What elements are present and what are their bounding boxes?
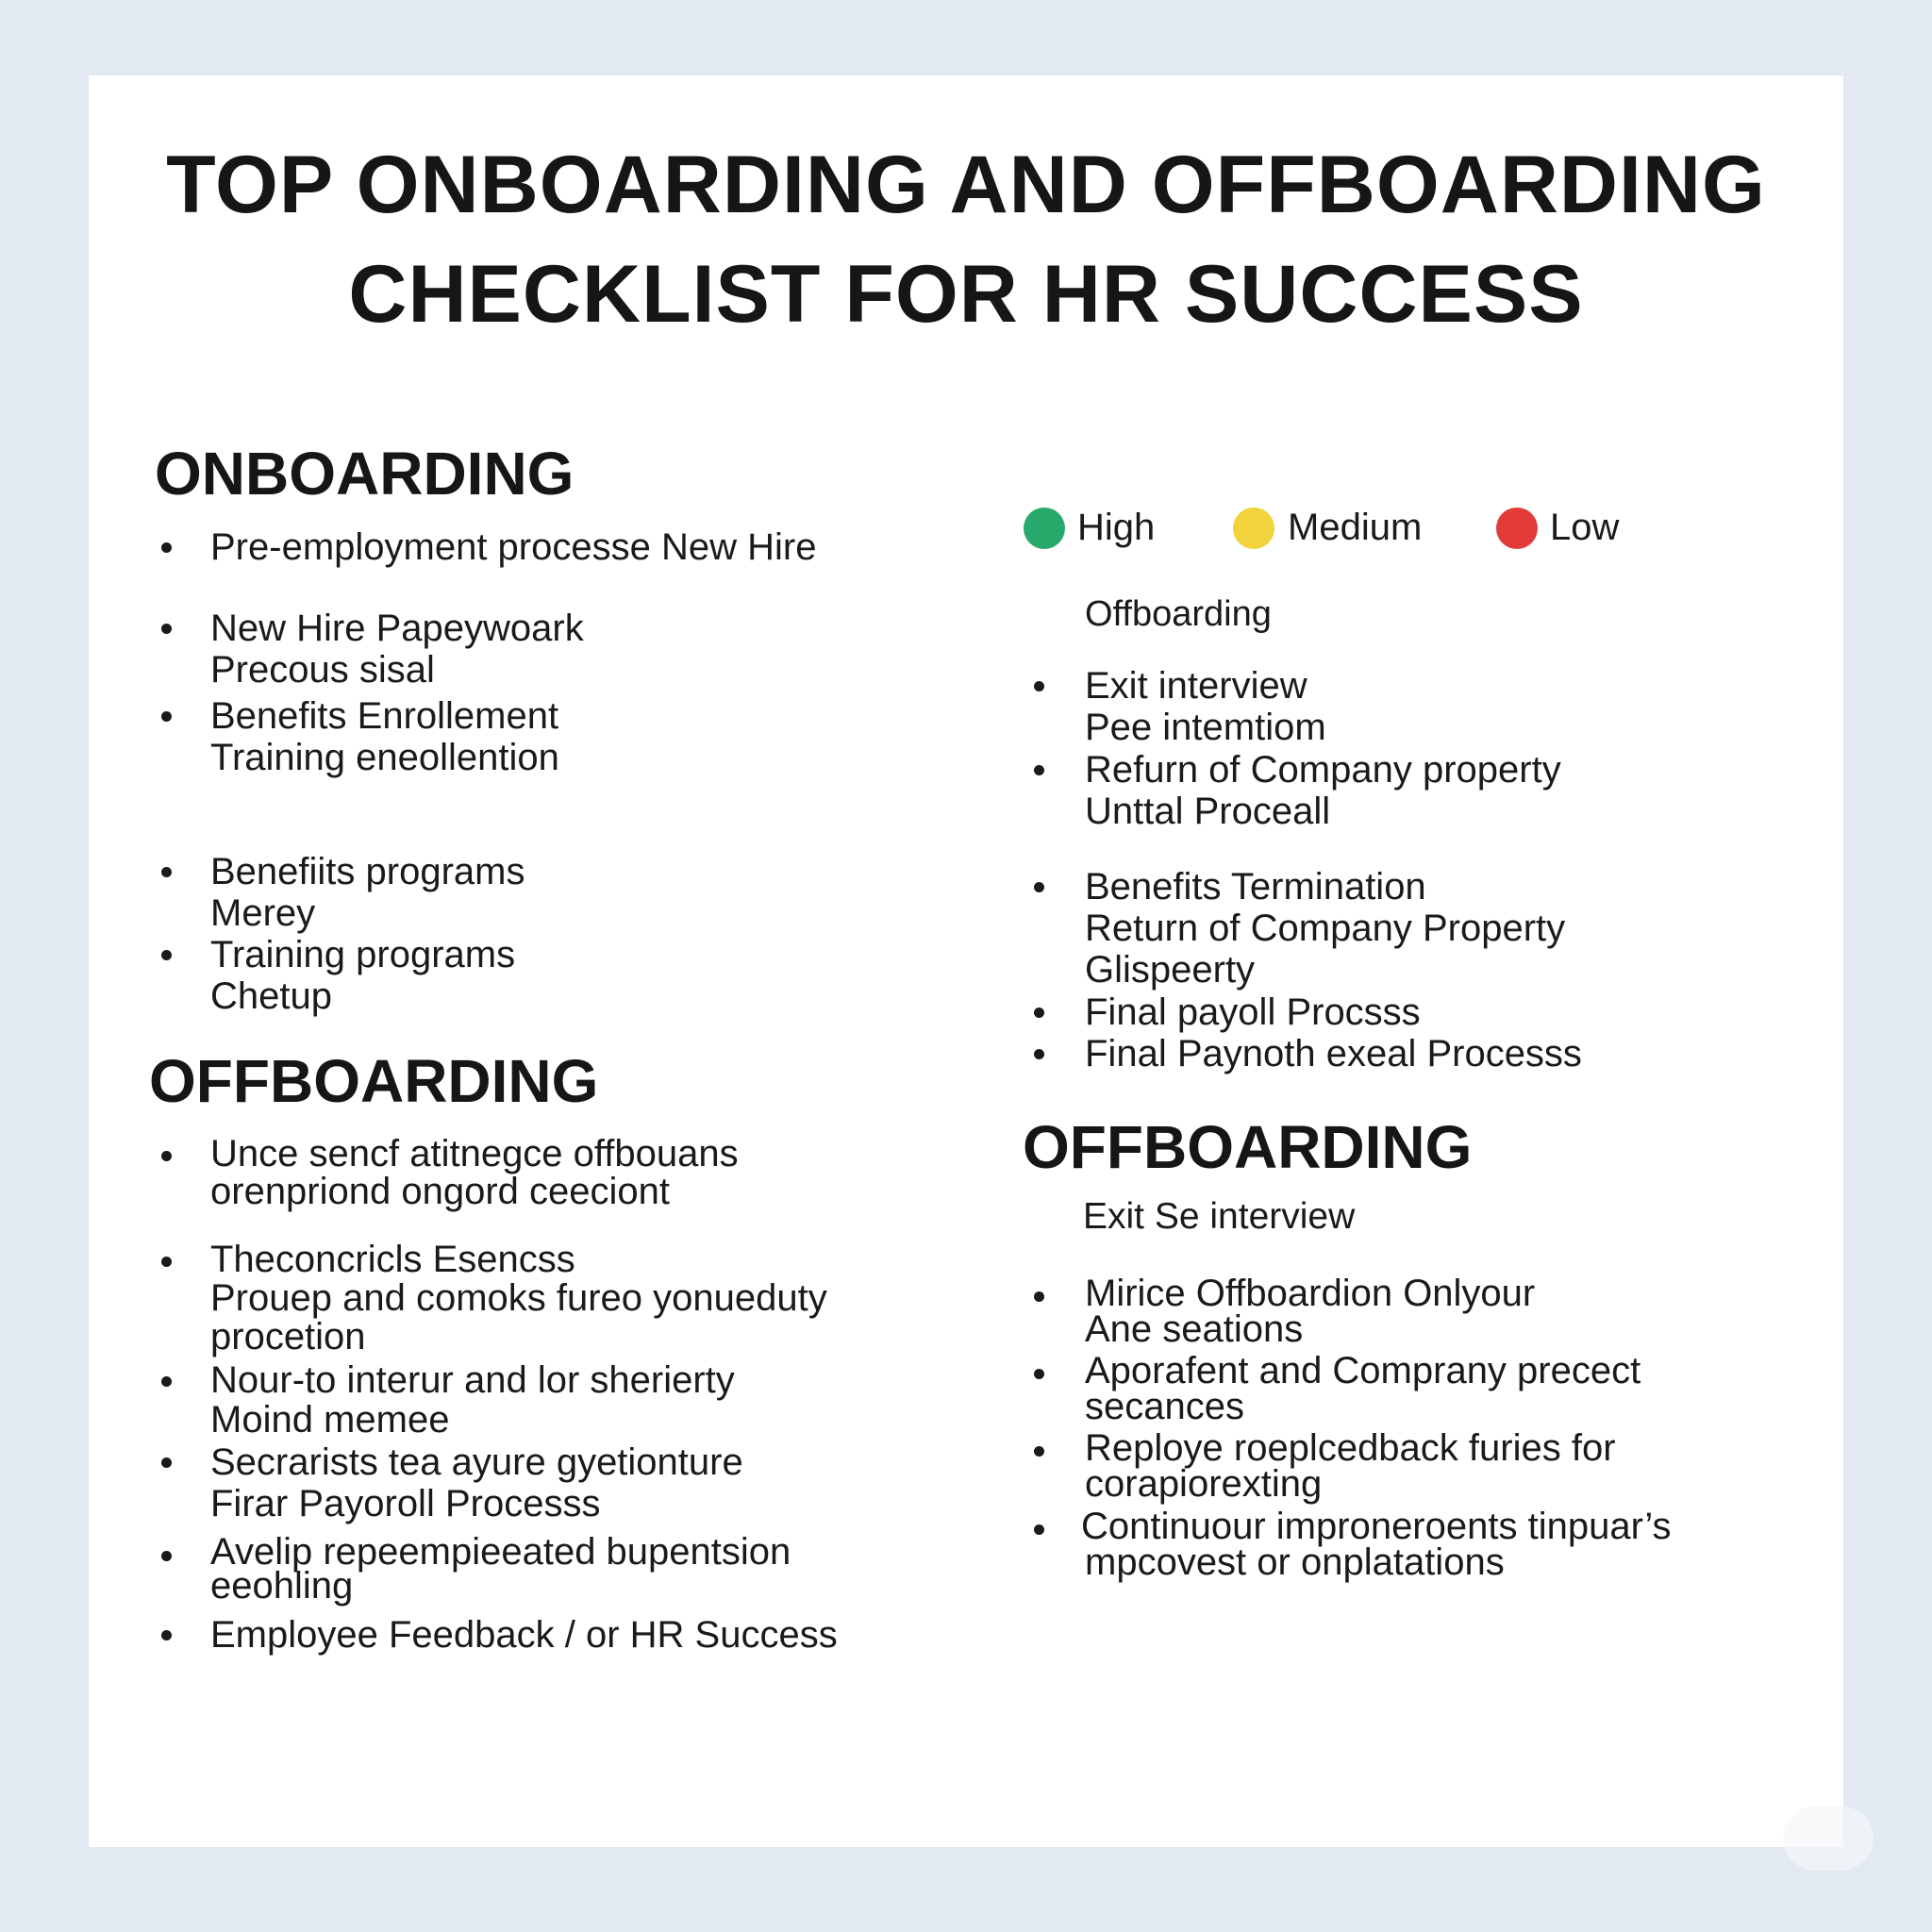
bullet-icon	[1034, 1446, 1044, 1457]
bullet-icon	[1034, 1369, 1044, 1379]
bullet-icon	[1034, 1524, 1044, 1535]
bullet-icon	[161, 867, 172, 877]
list-item: Employee Feedback / or HR Success	[161, 1614, 838, 1656]
list-item: Training programs Chetup	[161, 934, 515, 1017]
bullet-icon	[161, 711, 172, 722]
yellow-dot-icon	[1233, 508, 1274, 549]
green-dot-icon	[1024, 508, 1065, 549]
offboarding-heading-right: OFFBOARDING	[1023, 1113, 1473, 1181]
bullet-icon	[161, 1551, 172, 1561]
list-item: Secrarists tea ayure gyetionture Firar Payoroll Processs	[161, 1441, 743, 1524]
list-item: New Hire Papeywoark Precous sisal	[161, 608, 584, 691]
page-title	[0, 130, 1932, 349]
list-item: Nour-to interur and lor sherierty Moind memee	[161, 1360, 735, 1440]
red-dot-icon	[1496, 508, 1538, 549]
list-item: Benefits Termination Return of Company Property Glispeerty	[1034, 866, 1565, 991]
list-item: Final payoll Procsss	[1034, 991, 1421, 1033]
list-item: Theconcricls Esencss Prouep and comoks fureo yonueduty procetion	[161, 1241, 827, 1357]
offboarding-subheading: Offboarding	[1085, 594, 1272, 634]
offboarding-heading-left: OFFBOARDING	[149, 1047, 599, 1115]
list-item: Exit interview Pee intemtiom	[1034, 665, 1326, 748]
bullet-icon	[161, 1257, 172, 1267]
bullet-icon	[1034, 1291, 1044, 1302]
title-line-1: TOP ONBOARDING AND OFFBOARDING	[166, 140, 1766, 230]
bullet-icon	[161, 1376, 172, 1387]
watermark-logo	[1783, 1807, 1874, 1871]
bullet-icon	[1034, 882, 1044, 892]
list-item: Unce sencf atitnegce offbouans orenpriond ongord ceeciont	[161, 1135, 739, 1210]
bullet-icon	[161, 950, 172, 960]
list-item: Pre-employment processe New Hire	[161, 526, 816, 568]
bullet-icon	[161, 624, 172, 634]
bullet-icon	[161, 1151, 172, 1161]
bullet-icon	[161, 542, 172, 553]
onboarding-heading: ONBOARDING	[155, 440, 575, 508]
list-item: Benefiits programs Merey	[161, 851, 525, 934]
exit-interview-subheading: Exit Se interview	[1083, 1196, 1356, 1237]
bullet-icon	[161, 1457, 172, 1468]
title-line-2: CHECKLIST FOR HR SUCCESS	[348, 249, 1584, 340]
bullet-icon	[1034, 1049, 1044, 1059]
list-item: Aporafent and Comprany precect secances	[1034, 1353, 1641, 1424]
list-item: Final Paynoth exeal Processs	[1034, 1033, 1582, 1074]
list-item: Benefits Enrollement Training eneollention	[161, 695, 559, 778]
bullet-icon	[161, 1630, 172, 1641]
list-item: Refurn of Company property Unttal Proceall	[1034, 749, 1561, 832]
bullet-icon	[1034, 681, 1044, 691]
list-item: Mirice Offboardion Onlyour Ane seations	[1034, 1275, 1535, 1347]
list-item: Continuour improneroents tinpuar’s mpcovest or onplatations	[1034, 1508, 1672, 1580]
bullet-icon	[1034, 1008, 1044, 1018]
list-item: Reploye roeplcedback furies for corapiorexting	[1034, 1430, 1616, 1502]
list-item: Avelip repeempieeated bupentsion eeohling	[161, 1535, 791, 1603]
bullet-icon	[1034, 765, 1044, 775]
